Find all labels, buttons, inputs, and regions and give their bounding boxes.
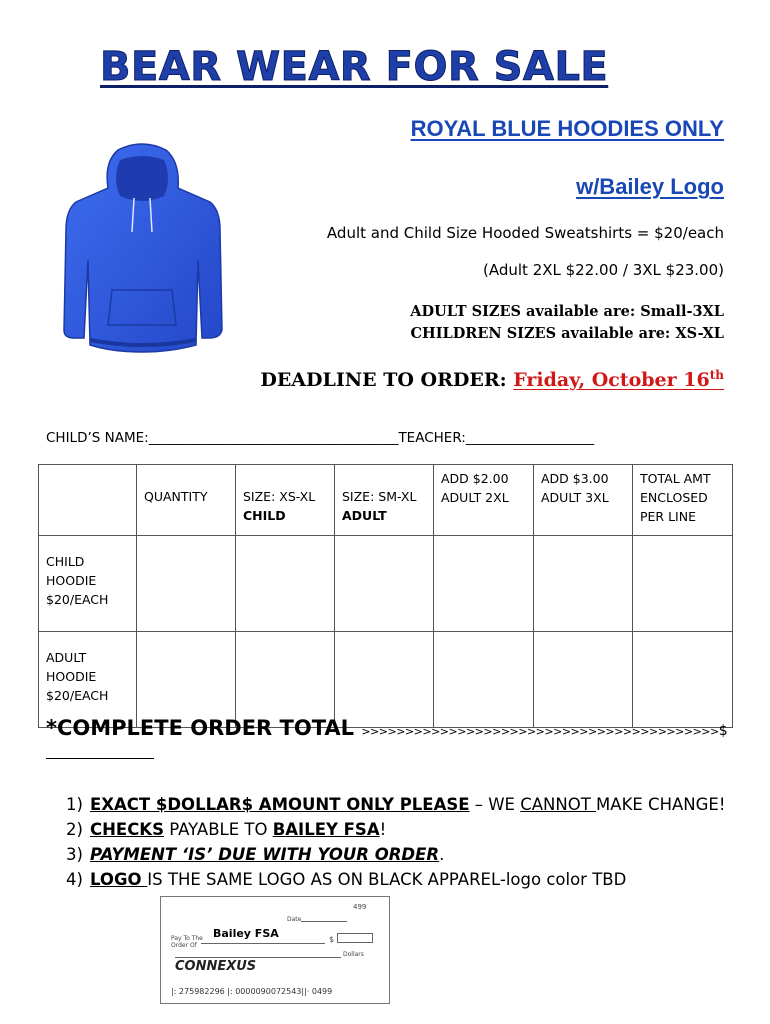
order-total-label: *COMPLETE ORDER TOTAL	[46, 716, 362, 740]
adult-size-adult-cell[interactable]	[335, 632, 434, 728]
subtitle-logo: w/Bailey Logo	[576, 174, 724, 199]
price-line: Adult and Child Size Hooded Sweatshirts = $20/each	[326, 224, 724, 242]
teacher-label: TEACHER:	[398, 430, 466, 446]
rule-item: 3) PAYMENT ‘IS’ DUE WITH YOUR ORDER.	[66, 845, 445, 864]
child-add-2xl-cell[interactable]	[434, 536, 534, 632]
page-title: BEAR WEAR FOR SALE	[100, 44, 609, 90]
table-header-row	[39, 465, 733, 536]
child-name-label: CHILD’S NAME:	[46, 430, 149, 446]
royal-blue-hoodie-image	[60, 140, 225, 355]
check-number: 499	[353, 903, 367, 911]
table-row-child-hoodie	[39, 536, 733, 632]
deadline-date-suffix: th	[709, 368, 724, 382]
check-date-label: Date	[287, 916, 302, 923]
child-add-3xl-cell[interactable]	[534, 536, 633, 632]
adult-sizes-line: ADULT SIZES available are: Small-3XL	[410, 303, 724, 320]
check-micr-line: |: 275982296 |: 0000090072543||· 0499	[171, 987, 333, 996]
adult-add-2xl-cell[interactable]	[434, 632, 534, 728]
rule-item: 1) EXACT $DOLLAR$ AMOUNT ONLY PLEASE – WE CANNOT MAKE CHANGE!	[66, 795, 726, 814]
order-form-table	[38, 464, 733, 728]
adult-total-cell[interactable]	[633, 632, 733, 728]
child-size-child-cell[interactable]	[236, 536, 335, 632]
deadline-line	[260, 368, 724, 391]
header-size-adult: SIZE: SM-XL ADULT	[335, 465, 434, 536]
header-size-child: SIZE: XS-XL CHILD	[236, 465, 335, 536]
adult-add-3xl-cell[interactable]	[534, 632, 633, 728]
check-payee: Bailey FSA	[213, 927, 279, 940]
deadline-date: Friday, October 16th	[513, 368, 724, 391]
complete-order-total	[46, 716, 770, 764]
subtitle-royal-blue: ROYAL BLUE HOODIES ONLY	[410, 116, 724, 141]
xl-price-line: (Adult 2XL $22.00 / 3XL $23.00)	[483, 261, 724, 279]
order-total-arrows: >>>>>>>>>>>>>>>>>>>>>>>>>>>>>>>>>>>>>>>>>	[361, 725, 719, 738]
order-rules-list	[66, 792, 725, 892]
child-size-adult-cell[interactable]	[335, 536, 434, 632]
header-add-2xl: ADD $2.00 ADULT 2XL	[434, 465, 534, 536]
table-row-adult-hoodie	[39, 632, 733, 728]
deadline-label: DEADLINE TO ORDER:	[260, 369, 514, 391]
child-quantity-cell[interactable]	[137, 536, 236, 632]
sample-check-image	[160, 896, 390, 1004]
rule-item: 2) CHECKS PAYABLE TO BAILEY FSA!	[66, 820, 387, 839]
teacher-field[interactable]: ___________________	[465, 430, 595, 446]
header-total-amount: TOTAL AMT ENCLOSED PER LINE	[633, 465, 733, 536]
check-dollar-sign: $	[329, 935, 335, 944]
name-teacher-line	[46, 430, 594, 446]
check-dollars-label: Dollars	[343, 951, 364, 958]
child-total-cell[interactable]	[633, 536, 733, 632]
rule-item: 4) LOGO IS THE SAME LOGO AS ON BLACK APPAREL-logo color TBD	[66, 870, 627, 889]
header-add-3xl: ADD $3.00 ADULT 3XL	[534, 465, 633, 536]
adult-size-child-cell[interactable]	[236, 632, 335, 728]
order-total-field[interactable]	[46, 758, 154, 759]
header-empty-cell	[39, 465, 137, 536]
child-sizes-line: CHILDREN SIZES available are: XS-XL	[410, 325, 724, 342]
adult-quantity-cell[interactable]	[137, 632, 236, 728]
row-label-child-hoodie: CHILD HOODIE $20/EACH	[39, 536, 137, 632]
order-total-dollar: $	[718, 723, 728, 739]
connexus-logo: CONNEXUS	[175, 959, 257, 974]
child-name-field[interactable]: _____________________________________	[148, 430, 399, 446]
header-quantity: QUANTITY	[137, 465, 236, 536]
row-label-adult-hoodie: ADULT HOODIE $20/EACH	[39, 632, 137, 728]
check-pay-to-label: Pay To The Order Of	[171, 935, 203, 949]
